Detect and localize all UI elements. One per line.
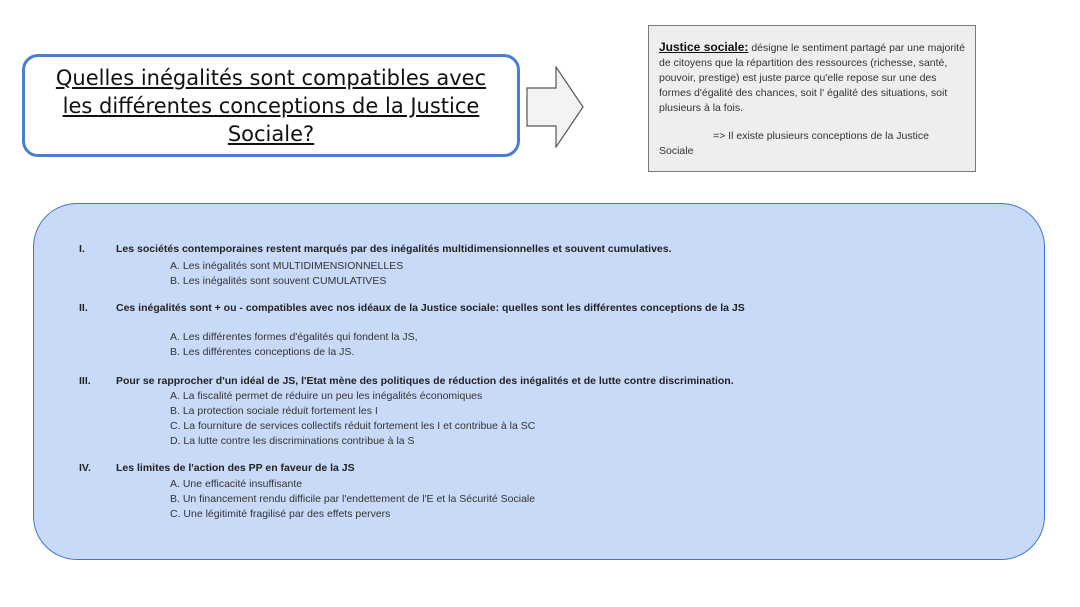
section-number: III. bbox=[79, 375, 91, 387]
outline-box bbox=[33, 203, 1045, 560]
list-item: C. Une légitimité fragilisé par des effets pervers bbox=[170, 508, 391, 520]
section-number: I. bbox=[79, 243, 85, 255]
section-title: Pour se rapprocher d'un idéal de JS, l'Etat mène des politiques de réduction des inégalités et de lutte contre discrimination. bbox=[116, 375, 734, 387]
section-number: IV. bbox=[79, 462, 91, 474]
section-number: II. bbox=[79, 302, 88, 314]
list-item: B. Les inégalités sont souvent CUMULATIVES bbox=[170, 275, 387, 287]
list-item: A. Les différentes formes d'égalités qui fondent la JS, bbox=[170, 331, 418, 343]
definition-term: Justice sociale: bbox=[659, 40, 749, 54]
list-item: A. Une efficacité insuffisante bbox=[170, 478, 303, 490]
question-box bbox=[22, 54, 520, 157]
question-line-1: Quelles inégalités sont compatibles avec bbox=[55, 65, 487, 90]
list-item: B. La protection sociale réduit fortement les I bbox=[170, 405, 378, 417]
right-arrow-icon bbox=[526, 66, 584, 148]
section-items bbox=[170, 259, 403, 289]
question-line-2: les différentes conceptions de la Justice bbox=[62, 93, 480, 118]
definition-text: désigne le sentiment partagé par une majorité de citoyens que la répartition des ressources (richesse, santé, pouvoir, prestige) est juste parce qu'elle repose sur une des formes d'égalité des chances, soit l' égalité des situations, soit plusieurs à la fois. bbox=[659, 42, 965, 114]
definition-paragraph bbox=[659, 40, 965, 116]
list-item: A. La fiscalité permet de réduire un peu les inégalités économiques bbox=[170, 390, 483, 402]
section-items bbox=[170, 477, 535, 522]
definition-box bbox=[648, 25, 976, 172]
section-title: Les sociétés contemporaines restent marqués par des inégalités multidimensionnelles et souvent cumulatives. bbox=[116, 243, 672, 255]
section-items bbox=[170, 389, 535, 449]
list-item: D. La lutte contre les discriminations contribue à la S bbox=[170, 435, 415, 447]
section-title: Ces inégalités sont + ou - compatibles avec nos idéaux de la Justice sociale: quelles sont les différentes conceptions de la JS bbox=[116, 302, 745, 314]
section-title: Les limites de l'action des PP en faveur de la JS bbox=[116, 462, 355, 474]
list-item: C. La fourniture de services collectifs réduit fortement les I et contribue à la SC bbox=[170, 420, 536, 432]
section-items bbox=[170, 330, 418, 360]
question-line-3: Sociale? bbox=[227, 121, 315, 146]
list-item: A. Les inégalités sont MULTIDIMENSIONNELLES bbox=[170, 260, 404, 272]
definition-conclusion: => Il existe plusieurs conceptions de la Justice Sociale bbox=[659, 130, 929, 157]
list-item: B. Un financement rendu difficile par l'endettement de l'E et la Sécurité Sociale bbox=[170, 493, 536, 505]
question-title bbox=[56, 64, 486, 148]
list-item: B. Les différentes conceptions de la JS. bbox=[170, 346, 355, 358]
